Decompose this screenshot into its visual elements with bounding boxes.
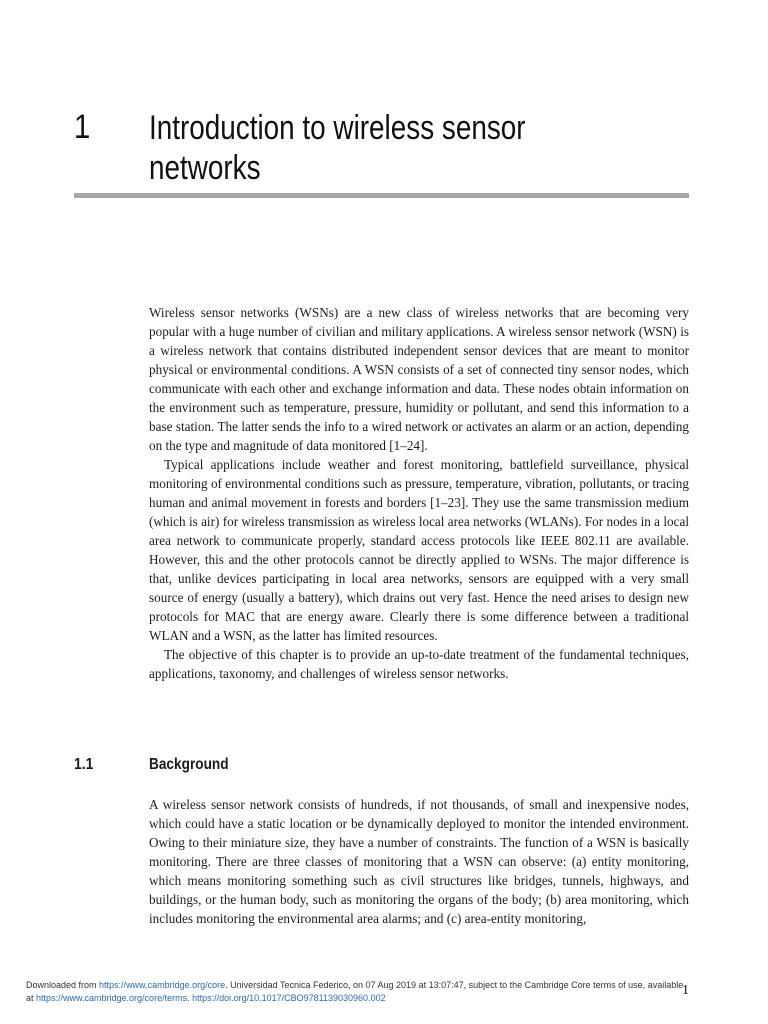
footer-prefix: Downloaded from (26, 980, 100, 990)
footer-middle: . Universidad Tecnica Federico, on 07 Aug 2019 at 13:07:47, subject to the Cambridge Core terms of use, available (225, 980, 684, 990)
footer-at: at (26, 993, 37, 1003)
intro-text (149, 303, 689, 683)
paragraph: Wireless sensor networks (WSNs) are a new class of wireless networks that are becoming very popular with a huge number of civilian and military applications. A wireless sensor network (WSN) is a wireless network that contains distributed independent sensor devices that are meant to monitor physical or environmental conditions. A WSN consists of a set of connected tiny sensor nodes, which communicate with each other and exchange information and data. These nodes obtain information on the environment such as temperature, pressure, humidity or pollutant, and send this information to a base station. The latter sends the info to a wired network or activates an alarm or an action, depending on the type and magnitude of data monitored [1–24]. (149, 305, 689, 453)
footer-sep: . (187, 993, 193, 1003)
paragraph: Typical applications include weather and forest monitoring, battlefield surveillance, physical monitoring of environmental conditions such as pressure, temperature, vibration, pollutants, or tracing human and animal movement in forests and borders [1–23]. They use the same transmission medium (which is air) for wireless transmission as wireless local area networks (WLANs). For nodes in a local area network to communicate properly, standard access protocols like IEEE 802.11 are available. However, this and the other protocols cannot be directly applied to WSNs. The major difference is that, unlike devices participating in local area networks, sensors are equipped with a very small source of energy (usually a battery), which drains out very fast. Hence the need arises to design new protocols for MAC that are energy aware. Clearly there is some difference between a traditional WLAN and a WSN, as the latter has limited resources. (149, 457, 689, 643)
paragraph: A wireless sensor network consists of hundreds, if not thousands, of small and inexpensive nodes, which could have a static location or be dynamically deployed to monitor the intended environment. Owing to their miniature size, they have a number of constraints. The function of a WSN is basically monitoring. There are three classes of monitoring that a WSN can observe: (a) entity monitoring, which means monitoring something such as civil structures like bridges, tunnels, highways, and buildings, or the human body, such as monitoring the organs of the body; (b) area monitoring, which includes monitoring the environmental area alarms; and (c) area-entity monitoring, (149, 797, 689, 926)
chapter-title: Introduction to wireless sensor networks (149, 109, 526, 187)
background-text (149, 795, 689, 928)
download-footer (26, 979, 756, 1005)
chapter-number: 1 (74, 108, 91, 146)
section-title: Background (149, 756, 229, 773)
page-number: 1 (682, 983, 689, 998)
terms-link[interactable]: https://www.cambridge.org/core/terms (36, 993, 188, 1003)
paragraph: The objective of this chapter is to provide an up-to-date treatment of the fundamental techniques, applications, taxonomy, and challenges of wireless sensor networks. (149, 647, 689, 681)
title-rule (74, 193, 689, 198)
section-number: 1.1 (74, 756, 94, 773)
cambridge-core-link[interactable]: https://www.cambridge.org/core (99, 980, 226, 990)
doi-link[interactable]: https://doi.org/10.1017/CBO9781139030960.002 (192, 993, 386, 1003)
